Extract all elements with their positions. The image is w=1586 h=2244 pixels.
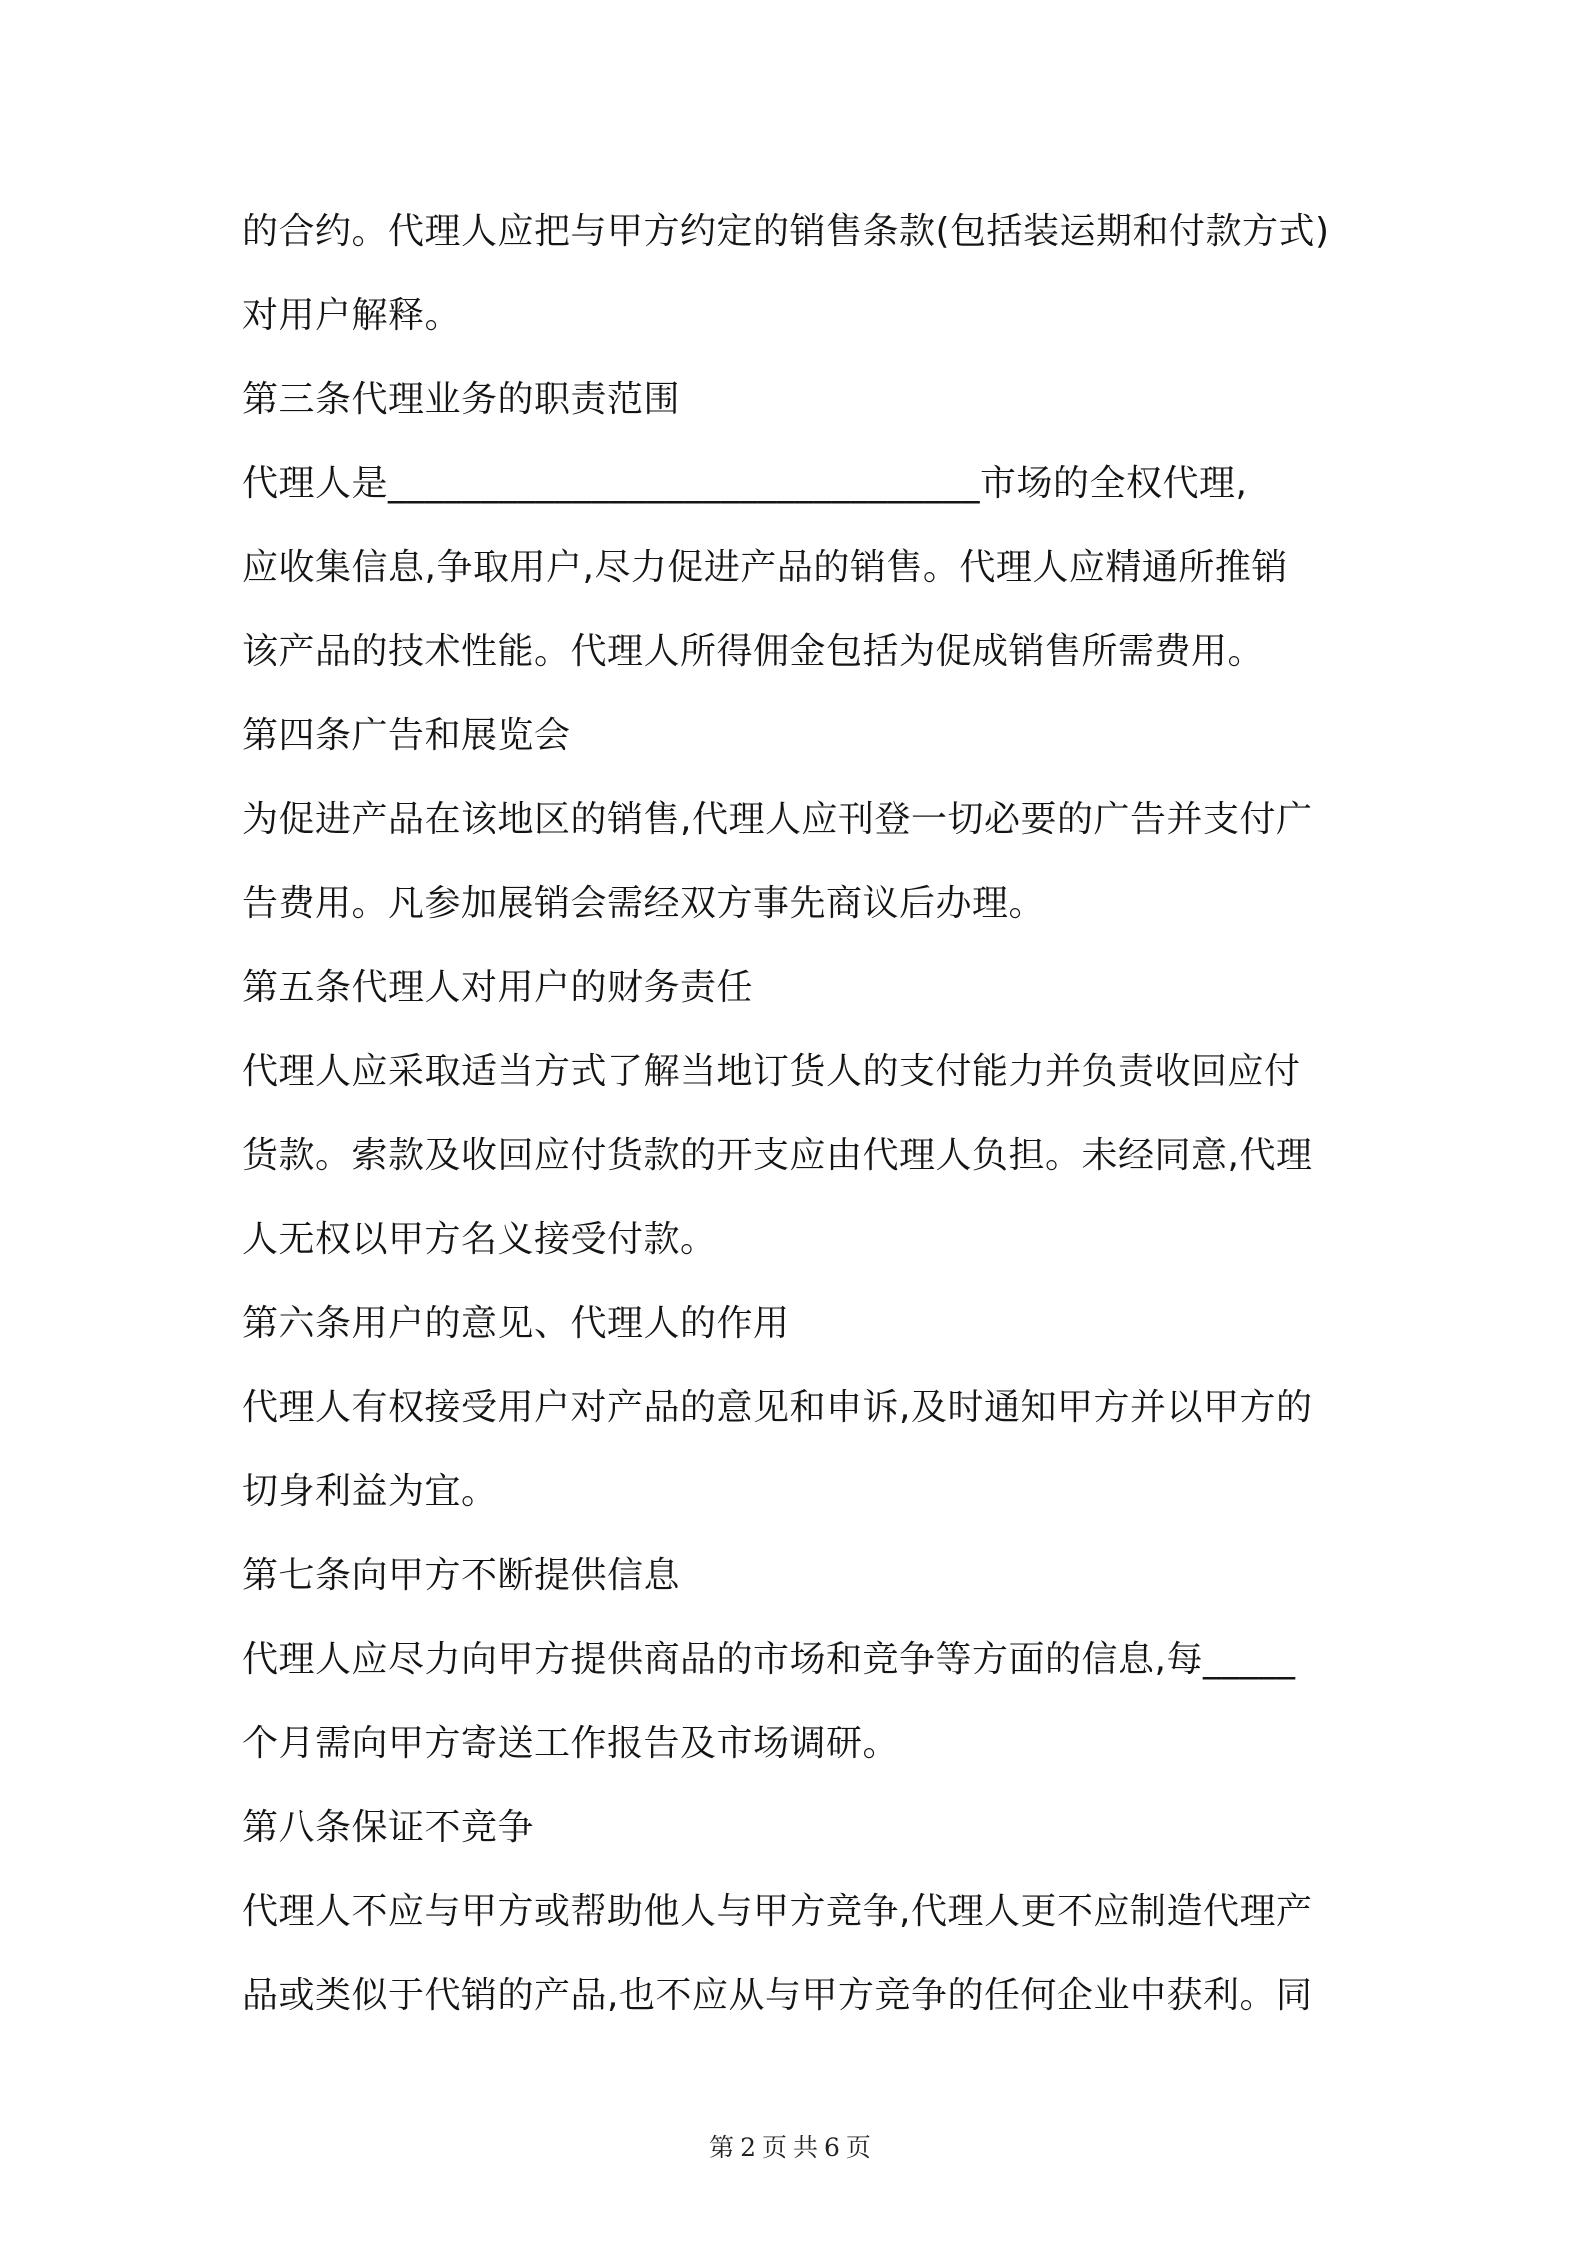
section-heading: 第七条向甲方不断提供信息	[242, 1555, 681, 1596]
page-unit-label: 页	[761, 2133, 793, 2162]
document-body	[242, 190, 1360, 2038]
text-line: 品或类似于代销的产品,也不应从与甲方竞争的任何企业中获利。同	[242, 1975, 1313, 2016]
text-line: 的合约。代理人应把与甲方约定的销售条款(包括装运期和付款方式)	[242, 211, 1330, 252]
text-line: 个月需向甲方寄送工作报告及市场调研。	[242, 1723, 900, 1764]
text-line: 该产品的技术性能。代理人所得佣金包括为促成销售所需费用。	[242, 631, 1265, 672]
text-line: 代理人是________________________________市场的全权代理,	[242, 463, 1248, 504]
text-line: 告费用。凡参加展销会需经双方事先商议后办理。	[242, 883, 1046, 924]
text-line: 切身利益为宜。	[242, 1471, 498, 1512]
section-heading: 第八条保证不竞争	[242, 1807, 535, 1848]
section-heading: 第四条广告和展览会	[242, 715, 571, 756]
text-line: 代理人不应与甲方或帮助他人与甲方竞争,代理人更不应制造代理产	[242, 1891, 1313, 1932]
text-line: 为促进产品在该地区的销售,代理人应刊登一切必要的广告并支付广	[242, 799, 1313, 840]
text-line: 代理人应采取适当方式了解当地订货人的支付能力并负责收回应付	[242, 1051, 1301, 1092]
text-line: 应收集信息,争取用户,尽力促进产品的销售。代理人应精通所推销	[242, 547, 1288, 588]
text-line: 代理人有权接受用户对产品的意见和申诉,及时通知甲方并以甲方的	[242, 1387, 1313, 1428]
section-heading: 第六条用户的意见、代理人的作用	[242, 1303, 790, 1344]
total-label: 共	[793, 2133, 825, 2162]
page-label: 第	[709, 2133, 741, 2162]
section-heading: 第三条代理业务的职责范围	[242, 379, 681, 420]
text-line: 对用户解释。	[242, 295, 462, 336]
total-unit-label: 页	[845, 2133, 877, 2162]
text-line: 代理人应尽力向甲方提供商品的市场和竞争等方面的信息,每_____	[242, 1639, 1296, 1680]
text-line: 货款。索款及收回应付货款的开支应由代理人负担。未经同意,代理	[242, 1135, 1313, 1176]
section-heading: 第五条代理人对用户的财务责任	[242, 967, 754, 1008]
current-page-number: 2	[740, 2133, 762, 2162]
total-pages-number: 6	[824, 2133, 846, 2162]
text-line: 人无权以甲方名义接受付款。	[242, 1219, 717, 1260]
page-footer	[0, 2128, 1586, 2164]
